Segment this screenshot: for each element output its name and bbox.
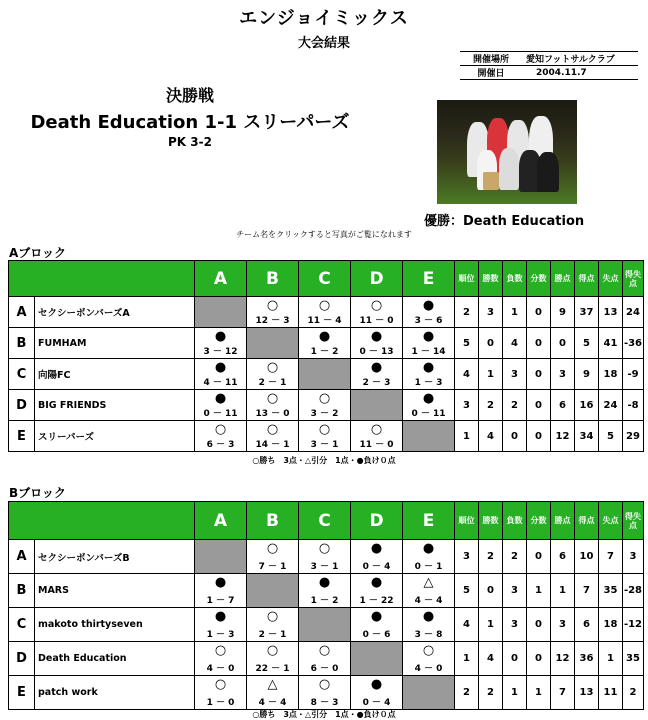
page-title: エンジョイミックス bbox=[239, 8, 409, 29]
result-mark: ○ bbox=[266, 422, 279, 437]
match-result-cell bbox=[195, 390, 247, 421]
stat-value: 37 bbox=[575, 297, 599, 328]
match-result-cell bbox=[299, 421, 351, 452]
stat-value: -36 bbox=[623, 328, 644, 359]
stat-value: 7 bbox=[551, 676, 575, 710]
venue-row bbox=[460, 51, 638, 65]
match-result-cell bbox=[299, 642, 351, 676]
stat-value: 1 bbox=[599, 642, 623, 676]
self-match-cell bbox=[247, 574, 299, 608]
result-mark: ○ bbox=[370, 422, 383, 437]
match-result-cell bbox=[247, 540, 299, 574]
block-a-table bbox=[8, 260, 644, 452]
stat-value: 4 bbox=[479, 642, 503, 676]
stat-value: 6 bbox=[575, 608, 599, 642]
stat-value: 0 bbox=[527, 297, 551, 328]
match-result-cell bbox=[247, 642, 299, 676]
venue-value: 愛知フットサルクラブ bbox=[526, 55, 615, 65]
stat-header: 勝点 bbox=[551, 261, 575, 297]
team-name-link[interactable]: スリーパーズ bbox=[35, 421, 195, 452]
match-score: 3 － 6 bbox=[414, 316, 443, 326]
stat-value: 0 bbox=[527, 540, 551, 574]
row-letter: C bbox=[9, 608, 35, 642]
stat-value: 0 bbox=[527, 359, 551, 390]
stat-value: 7 bbox=[575, 574, 599, 608]
team-name-link[interactable]: 向陽FC bbox=[35, 359, 195, 390]
result-mark: ● bbox=[422, 360, 435, 375]
stat-header: 得点 bbox=[575, 261, 599, 297]
column-header: B bbox=[247, 261, 299, 297]
self-match-cell bbox=[195, 540, 247, 574]
stat-header: 負数 bbox=[503, 502, 527, 540]
stat-value: 4 bbox=[455, 608, 479, 642]
match-score: 2 － 1 bbox=[258, 630, 287, 640]
stat-value: 4 bbox=[479, 421, 503, 452]
stat-value: 34 bbox=[575, 421, 599, 452]
result-mark: ● bbox=[214, 391, 227, 406]
final-match-result: Death Education 1-1 スリーパーズ bbox=[30, 112, 350, 133]
self-match-cell bbox=[351, 390, 403, 421]
match-score: 0 － 1 bbox=[414, 562, 443, 572]
match-score: 0 － 13 bbox=[359, 347, 394, 357]
match-score: 12 － 3 bbox=[255, 316, 290, 326]
match-result-cell bbox=[247, 676, 299, 710]
result-mark: ○ bbox=[214, 422, 227, 437]
stat-value: 5 bbox=[455, 328, 479, 359]
match-result-cell bbox=[351, 328, 403, 359]
match-result-cell bbox=[195, 642, 247, 676]
table-row bbox=[9, 676, 644, 710]
match-score: 3 － 12 bbox=[203, 347, 238, 357]
stat-value: 13 bbox=[575, 676, 599, 710]
stat-value: 18 bbox=[599, 359, 623, 390]
match-result-cell bbox=[299, 540, 351, 574]
stat-value: 35 bbox=[599, 574, 623, 608]
header-corner bbox=[9, 261, 195, 297]
match-result-cell bbox=[195, 421, 247, 452]
match-score: 13 － 0 bbox=[255, 409, 290, 419]
stat-value: 3 bbox=[455, 540, 479, 574]
stat-value: 5 bbox=[455, 574, 479, 608]
match-result-cell bbox=[195, 328, 247, 359]
stat-value: 1 bbox=[551, 574, 575, 608]
result-mark: ● bbox=[214, 329, 227, 344]
stat-value: 5 bbox=[575, 328, 599, 359]
stat-value: 3 bbox=[479, 297, 503, 328]
row-letter: A bbox=[9, 540, 35, 574]
match-score: 11 － 0 bbox=[359, 316, 394, 326]
result-mark: ○ bbox=[318, 541, 331, 556]
stat-value: 10 bbox=[575, 540, 599, 574]
stat-header: 負数 bbox=[503, 261, 527, 297]
match-result-cell bbox=[351, 421, 403, 452]
result-mark: ● bbox=[422, 609, 435, 624]
self-match-cell bbox=[247, 328, 299, 359]
result-mark: ○ bbox=[266, 298, 279, 313]
match-score: 0 － 11 bbox=[203, 409, 238, 419]
match-score: 11 － 0 bbox=[359, 440, 394, 450]
result-mark: ○ bbox=[266, 541, 279, 556]
stat-header: 勝点 bbox=[551, 502, 575, 540]
row-letter: D bbox=[9, 642, 35, 676]
match-result-cell bbox=[403, 297, 455, 328]
match-score: 1 － 3 bbox=[206, 630, 235, 640]
table-row bbox=[9, 574, 644, 608]
stat-value: 24 bbox=[599, 390, 623, 421]
stat-value: 2 bbox=[503, 390, 527, 421]
match-score: 0 － 4 bbox=[362, 698, 391, 708]
self-match-cell bbox=[351, 642, 403, 676]
result-mark: ○ bbox=[266, 360, 279, 375]
table-row bbox=[9, 608, 644, 642]
stat-value: 0 bbox=[527, 642, 551, 676]
stat-value: 2 bbox=[503, 540, 527, 574]
match-score: 0 － 6 bbox=[362, 630, 391, 640]
header-corner bbox=[9, 502, 195, 540]
stat-value: 4 bbox=[503, 328, 527, 359]
team-name-link[interactable]: patch work bbox=[35, 676, 195, 710]
stat-value: 1 bbox=[503, 297, 527, 328]
column-header: C bbox=[299, 502, 351, 540]
result-mark: ○ bbox=[266, 609, 279, 624]
row-letter: B bbox=[9, 328, 35, 359]
table-row bbox=[9, 390, 644, 421]
block-a-label: Aブロック bbox=[9, 246, 67, 260]
date-value: 2004.11.7 bbox=[536, 67, 587, 78]
stat-value: 3 bbox=[551, 608, 575, 642]
venue-info bbox=[460, 51, 638, 80]
match-score: 1 － 0 bbox=[206, 698, 235, 708]
stat-value: 0 bbox=[503, 421, 527, 452]
match-result-cell bbox=[351, 608, 403, 642]
stat-value: 1 bbox=[455, 421, 479, 452]
result-mark: ○ bbox=[266, 643, 279, 658]
stat-value: 0 bbox=[503, 642, 527, 676]
match-score: 2 － 1 bbox=[258, 378, 287, 388]
stat-value: -12 bbox=[623, 608, 644, 642]
stat-value: 13 bbox=[599, 297, 623, 328]
row-letter: A bbox=[9, 297, 35, 328]
match-score: 0 － 11 bbox=[411, 409, 446, 419]
self-match-cell bbox=[403, 676, 455, 710]
row-letter: E bbox=[9, 421, 35, 452]
match-result-cell bbox=[403, 574, 455, 608]
stat-header: 失点 bbox=[599, 502, 623, 540]
match-result-cell bbox=[299, 328, 351, 359]
match-score: 3 － 8 bbox=[414, 630, 443, 640]
result-mark: ○ bbox=[318, 422, 331, 437]
result-mark: ○ bbox=[266, 391, 279, 406]
result-mark: ○ bbox=[214, 677, 227, 692]
stat-value: 18 bbox=[599, 608, 623, 642]
match-result-cell bbox=[351, 574, 403, 608]
table-row bbox=[9, 540, 644, 574]
stat-value: 1 bbox=[479, 608, 503, 642]
match-result-cell bbox=[403, 390, 455, 421]
stat-value: 16 bbox=[575, 390, 599, 421]
result-mark: ● bbox=[370, 575, 383, 590]
stat-value: 1 bbox=[479, 359, 503, 390]
stat-value: 29 bbox=[623, 421, 644, 452]
result-mark: ● bbox=[318, 329, 331, 344]
self-match-cell bbox=[299, 608, 351, 642]
stat-header: 順位 bbox=[455, 261, 479, 297]
result-mark: ● bbox=[370, 609, 383, 624]
stat-value: 0 bbox=[527, 328, 551, 359]
match-score: 2 － 3 bbox=[362, 378, 391, 388]
match-score: 14 － 1 bbox=[255, 440, 290, 450]
match-score: 6 － 0 bbox=[310, 664, 339, 674]
stat-value: -9 bbox=[623, 359, 644, 390]
team-name-link[interactable]: makoto thirtyseven bbox=[35, 608, 195, 642]
match-result-cell bbox=[403, 359, 455, 390]
column-header: C bbox=[299, 261, 351, 297]
stat-value: 3 bbox=[551, 359, 575, 390]
click-note: チーム名をクリックすると写真がご覧になれます bbox=[236, 230, 412, 239]
row-letter: B bbox=[9, 574, 35, 608]
stat-value: 41 bbox=[599, 328, 623, 359]
result-mark: ● bbox=[422, 541, 435, 556]
match-score: 11 － 4 bbox=[307, 316, 342, 326]
stat-value: 5 bbox=[599, 421, 623, 452]
result-mark: △ bbox=[267, 677, 278, 692]
stat-value: 1 bbox=[527, 574, 551, 608]
match-score: 1 － 14 bbox=[411, 347, 446, 357]
match-result-cell bbox=[247, 390, 299, 421]
match-result-cell bbox=[403, 540, 455, 574]
stat-value: 9 bbox=[575, 359, 599, 390]
block-b-legend: ○勝ち 3点・△引分 1点・●負け０点 bbox=[252, 710, 396, 719]
match-score: 0 － 4 bbox=[362, 562, 391, 572]
match-result-cell bbox=[195, 574, 247, 608]
stat-value: 9 bbox=[551, 297, 575, 328]
team-name-link[interactable]: Death Education bbox=[35, 642, 195, 676]
result-mark: ○ bbox=[318, 298, 331, 313]
table-row bbox=[9, 328, 644, 359]
match-score: 1 － 3 bbox=[414, 378, 443, 388]
stat-value: 6 bbox=[551, 540, 575, 574]
stat-value: 3 bbox=[503, 359, 527, 390]
stat-value: 3 bbox=[455, 390, 479, 421]
stat-value: 3 bbox=[503, 608, 527, 642]
stat-header: 分数 bbox=[527, 261, 551, 297]
table-row bbox=[9, 642, 644, 676]
row-letter: D bbox=[9, 390, 35, 421]
column-header: E bbox=[403, 261, 455, 297]
match-score: 1 － 22 bbox=[359, 596, 394, 606]
result-mark: ○ bbox=[370, 298, 383, 313]
team-name-link[interactable]: MARS bbox=[35, 574, 195, 608]
match-score: 3 － 1 bbox=[310, 440, 339, 450]
stat-header: 失点 bbox=[599, 261, 623, 297]
match-result-cell bbox=[351, 540, 403, 574]
result-mark: ● bbox=[214, 360, 227, 375]
stat-value: 0 bbox=[527, 608, 551, 642]
stat-header: 得点 bbox=[575, 502, 599, 540]
stat-value: 3 bbox=[623, 540, 644, 574]
match-result-cell bbox=[299, 574, 351, 608]
result-mark: ● bbox=[422, 391, 435, 406]
match-result-cell bbox=[299, 676, 351, 710]
stat-header: 勝数 bbox=[479, 261, 503, 297]
match-score: 4 － 4 bbox=[258, 698, 287, 708]
team-name-link[interactable]: FUMHAM bbox=[35, 328, 195, 359]
match-result-cell bbox=[403, 608, 455, 642]
stat-value: 2 bbox=[455, 297, 479, 328]
stat-header: 得失点 bbox=[623, 502, 644, 540]
stat-header: 得失点 bbox=[623, 261, 644, 297]
stat-value: 6 bbox=[551, 390, 575, 421]
match-score: 3 － 1 bbox=[310, 562, 339, 572]
stat-value: 35 bbox=[623, 642, 644, 676]
match-score: 1 － 7 bbox=[206, 596, 235, 606]
block-b-label: Bブロック bbox=[9, 486, 66, 500]
column-header: D bbox=[351, 261, 403, 297]
match-score: 7 － 1 bbox=[258, 562, 287, 572]
match-result-cell bbox=[247, 421, 299, 452]
result-mark: ○ bbox=[214, 643, 227, 658]
match-score: 4 － 4 bbox=[414, 596, 443, 606]
match-result-cell bbox=[247, 297, 299, 328]
stat-value: -8 bbox=[623, 390, 644, 421]
match-result-cell bbox=[403, 642, 455, 676]
stat-value: 7 bbox=[599, 540, 623, 574]
match-result-cell bbox=[247, 608, 299, 642]
block-b-table bbox=[8, 501, 644, 710]
stat-value: 0 bbox=[479, 574, 503, 608]
match-result-cell bbox=[299, 297, 351, 328]
champion-label: 優勝：Death Education bbox=[424, 214, 585, 229]
column-header: B bbox=[247, 502, 299, 540]
column-header: E bbox=[403, 502, 455, 540]
self-match-cell bbox=[195, 297, 247, 328]
match-result-cell bbox=[351, 676, 403, 710]
stat-header: 分数 bbox=[527, 502, 551, 540]
self-match-cell bbox=[403, 421, 455, 452]
result-mark: ● bbox=[214, 609, 227, 624]
stat-value: 2 bbox=[479, 540, 503, 574]
date-label: 開催日 bbox=[477, 69, 505, 79]
stat-value: 0 bbox=[527, 390, 551, 421]
match-result-cell bbox=[195, 359, 247, 390]
stat-value: 0 bbox=[479, 328, 503, 359]
match-result-cell bbox=[403, 328, 455, 359]
match-result-cell bbox=[195, 676, 247, 710]
block-a-legend: ○勝ち 3点・△引分 1点・●負け０点 bbox=[252, 456, 396, 465]
stat-value: 24 bbox=[623, 297, 644, 328]
page-subtitle: 大会結果 bbox=[297, 36, 350, 51]
result-mark: ● bbox=[318, 575, 331, 590]
table-header-row bbox=[9, 502, 644, 540]
stat-value: 0 bbox=[551, 328, 575, 359]
match-score: 3 － 2 bbox=[310, 409, 339, 419]
table-row bbox=[9, 421, 644, 452]
stat-value: 2 bbox=[623, 676, 644, 710]
match-result-cell bbox=[195, 608, 247, 642]
table-row bbox=[9, 359, 644, 390]
stat-value: -28 bbox=[623, 574, 644, 608]
match-score: 4 － 0 bbox=[206, 664, 235, 674]
venue-label: 開催場所 bbox=[472, 55, 509, 65]
stat-value: 2 bbox=[479, 390, 503, 421]
match-score: 6 － 3 bbox=[206, 440, 235, 450]
row-letter: C bbox=[9, 359, 35, 390]
final-heading: 決勝戦 bbox=[165, 86, 214, 105]
stat-value: 1 bbox=[503, 676, 527, 710]
match-score: 4 － 0 bbox=[414, 664, 443, 674]
table-row bbox=[9, 297, 644, 328]
match-result-cell bbox=[351, 297, 403, 328]
stat-header: 順位 bbox=[455, 502, 479, 540]
result-mark: ● bbox=[422, 298, 435, 313]
result-mark: ● bbox=[370, 329, 383, 344]
stat-value: 2 bbox=[479, 676, 503, 710]
result-mark: ○ bbox=[318, 643, 331, 658]
column-header: D bbox=[351, 502, 403, 540]
result-mark: ○ bbox=[318, 677, 331, 692]
result-mark: ○ bbox=[422, 643, 435, 658]
match-result-cell bbox=[247, 359, 299, 390]
stat-header: 勝数 bbox=[479, 502, 503, 540]
column-header: A bbox=[195, 261, 247, 297]
stat-value: 36 bbox=[575, 642, 599, 676]
stat-value: 12 bbox=[551, 642, 575, 676]
stat-value: 4 bbox=[455, 359, 479, 390]
match-score: 4 － 11 bbox=[203, 378, 238, 388]
stat-value: 11 bbox=[599, 676, 623, 710]
table-header-row bbox=[9, 261, 644, 297]
team-name-link[interactable]: セクシーボンバーズA bbox=[35, 297, 195, 328]
match-score: 1 － 2 bbox=[310, 596, 339, 606]
result-mark: ● bbox=[370, 677, 383, 692]
final-pk-result: PK 3-2 bbox=[168, 135, 212, 149]
team-name-link[interactable]: セクシーボンバーズB bbox=[35, 540, 195, 574]
stat-value: 0 bbox=[527, 421, 551, 452]
column-header: A bbox=[195, 502, 247, 540]
result-mark: ● bbox=[370, 541, 383, 556]
stat-value: 1 bbox=[455, 642, 479, 676]
match-result-cell bbox=[299, 390, 351, 421]
row-letter: E bbox=[9, 676, 35, 710]
result-mark: △ bbox=[423, 575, 434, 590]
winner-team-photo bbox=[437, 100, 577, 204]
stat-value: 3 bbox=[503, 574, 527, 608]
result-mark: ● bbox=[214, 575, 227, 590]
stat-value: 12 bbox=[551, 421, 575, 452]
match-score: 8 － 3 bbox=[310, 698, 339, 708]
stat-value: 1 bbox=[527, 676, 551, 710]
result-mark: ○ bbox=[318, 391, 331, 406]
self-match-cell bbox=[299, 359, 351, 390]
stat-value: 2 bbox=[455, 676, 479, 710]
match-result-cell bbox=[351, 359, 403, 390]
team-name-link[interactable]: BIG FRIENDS bbox=[35, 390, 195, 421]
match-score: 1 － 2 bbox=[310, 347, 339, 357]
result-mark: ● bbox=[370, 360, 383, 375]
match-score: 22 － 1 bbox=[255, 664, 290, 674]
date-row bbox=[460, 65, 638, 80]
result-mark: ● bbox=[422, 329, 435, 344]
